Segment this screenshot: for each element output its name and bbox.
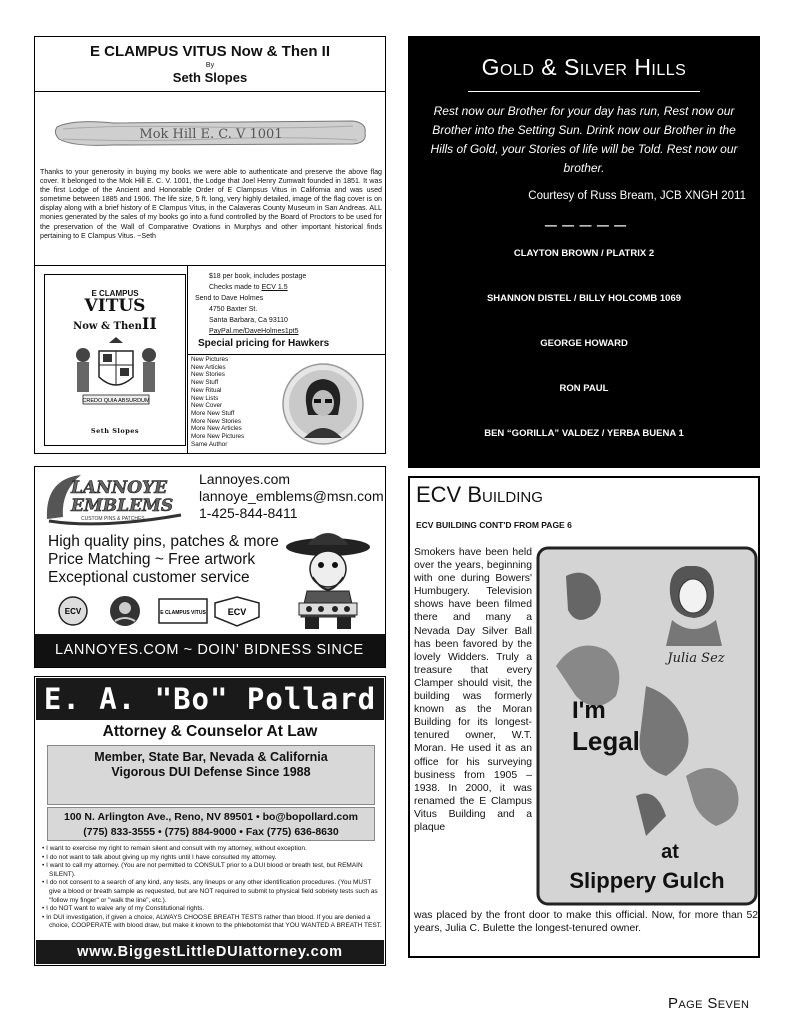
list-item: New Articles — [191, 363, 226, 371]
order-send-to: Send to Dave Holmes — [195, 295, 264, 302]
lannoye-phone: 1-425-844-8411 — [199, 505, 298, 521]
gold-silver-divider — [468, 91, 700, 92]
list-item: More New Stories — [191, 417, 242, 425]
book-cover-now-then — [45, 314, 185, 333]
pollard-contact — [47, 807, 375, 841]
pollard-address: 100 N. Arlington Ave., Reno, NV 89501 • bo@bopollard.com — [64, 811, 358, 823]
book-cover-eclampus: E CLAMPUS — [91, 289, 139, 298]
order-checks — [195, 282, 380, 293]
lannoye-pitch-line3: Exceptional customer service — [48, 569, 250, 586]
news-list — [191, 356, 244, 448]
sign-place-text: Slippery Gulch — [569, 868, 725, 893]
book-cover — [44, 274, 186, 446]
lannoye-pitch-line2: Price Matching ~ Free artwork — [48, 551, 256, 568]
list-item: CLAYTON BROWN / PLATRIX 2 — [513, 248, 655, 259]
lannoye-logo-line2: EMBLEMS — [71, 496, 174, 516]
book-ad-title: E CLAMPUS VITUS Now & Then II — [89, 43, 330, 60]
ecv-building-body: Smokers have been held over the years, beginning with one during Bowers' Humbugery. Television shows have been filmed there and many a Nevada Day Silver Ball has been favored by the lovely Widders. Truly a treasure that every Clamper should visit, the building was formerly known as the Moran Building for its longest-tenured owner, W.T. Moran. He used it as an office for his surveying business from 1905 – 1938. In 2000, it was renamed the E Clampus Vitus Building and a plaque — [414, 547, 532, 833]
list-item: New Stuff — [191, 379, 219, 387]
order-price: $18 per book, includes postage — [209, 273, 307, 280]
lannoye-contact — [199, 471, 384, 522]
order-checks-payee: ECV 1.5 — [261, 284, 288, 291]
list-item: New Ritual — [191, 386, 222, 394]
gold-silver-hills-panel — [408, 36, 760, 468]
list-item: New Pictures — [191, 356, 229, 363]
order-divider — [187, 354, 385, 355]
pollard-title: Attorney & Counselor At Law — [102, 723, 318, 740]
badge-2-text: E CLAMPUS VITUS — [160, 610, 206, 616]
list-item: • I do NOT want to waive any of my Constitutional rights. — [42, 905, 205, 913]
badge-3-text: ECV — [227, 607, 247, 617]
lannoye-badges — [55, 593, 275, 629]
gold-silver-courtesy: Courtesy of Russ Bream, JCB XNGH 2011 — [528, 190, 746, 202]
sign-legal-text: Legal — [572, 726, 640, 756]
book-ad-divider — [35, 265, 385, 266]
pollard-name: E. A. "Bo" Pollard — [36, 678, 384, 720]
order-city: Santa Barbara, Ca 93110 — [209, 317, 288, 324]
list-item: New Lists — [191, 394, 219, 402]
lannoye-emblems-ad — [34, 466, 386, 668]
book-ad — [34, 36, 386, 454]
gold-silver-dashes: — — — — — — [544, 218, 628, 232]
pollard-website-link[interactable]: www.BiggestLittleDUIattorney.com — [36, 940, 384, 964]
book-ad-by: By — [205, 62, 215, 69]
lannoye-logo-tag: CUSTOM PINS & PATCHES — [81, 516, 145, 522]
memorial-names — [408, 246, 760, 471]
list-item: BEN “GORILLA” VALDEZ / YERBA BUENA 1 — [484, 428, 684, 439]
pollard-member: Member, State Bar, Nevada & California — [94, 750, 328, 764]
list-item: Same Author — [191, 440, 228, 448]
pollard-credentials — [47, 745, 375, 805]
list-item: More New Stuff — [191, 409, 235, 417]
book-ad-rule — [35, 91, 385, 92]
lannoye-footer-text: LANNOYES.COM ~ DOIN' BIDNESS SINCE — [55, 642, 364, 658]
julia-sign-image — [536, 546, 758, 906]
pollard-dui: Vigorous DUI Defense Since 1988 — [111, 765, 311, 779]
book-cover-numeral: II — [141, 314, 157, 333]
page-number: Page Seven — [668, 995, 750, 1012]
list-item: • I want to call my attorney. (You are not permitted to CONSULT prior to a DUI blood or breath test, but REMAIN SILENT). — [42, 862, 363, 878]
list-item: • I want to exercise my right to remain silent and consult with my attorney, without exception. — [42, 845, 307, 852]
book-cover-author: Seth Slopes — [90, 427, 140, 435]
list-item: GEORGE HOWARD — [540, 338, 628, 349]
order-special-pricing: Special pricing for Hawkers — [198, 338, 330, 349]
ecv-crest-icon — [69, 337, 163, 409]
ecv-building-title: ECV Building — [416, 482, 543, 507]
lannoye-pitch — [48, 533, 279, 587]
book-cover-now-then-text: Now & Then — [73, 321, 142, 332]
lannoye-pitch-line1: High quality pins, patches & more — [48, 533, 279, 550]
list-item: • I do not want to talk about giving up my rights until I have consulted my attorney. — [42, 853, 277, 861]
list-item: • I do not consent to a search of any kind, any tests, any lineups or any other identification procedures. (You MUST give a blood or breath sample as requested, but are NOT required to submit to physical field sobriety tests such as "follow my finger" or "walk the line", etc.). — [42, 879, 378, 904]
list-item: • In DUI investigation, if given a choice, ALWAYS CHOOSE BREATH TESTS rather than blood. If you are denied a choice, COOPERATE with blood draw, but make it known to the phlebotomist that YOU WANTED A BREATH TEST. — [42, 913, 382, 930]
gold-silver-title: Gold & Silver Hills — [481, 54, 687, 80]
order-checks-label: Checks made to — [209, 284, 262, 291]
crest-motto: CREDO QUIA ABSURDUM — [82, 398, 150, 404]
order-street: 4750 Baxter St. — [209, 306, 258, 313]
book-ad-author: Seth Slopes — [172, 70, 248, 85]
flag-cover-text: Mok Hill E. C. V 1001 — [139, 127, 283, 142]
lannoye-email-link[interactable]: lannoye_emblems@msn.com — [199, 488, 384, 504]
list-item: RON PAUL — [559, 383, 609, 394]
pollard-rights-list — [42, 845, 382, 931]
author-photo — [282, 363, 364, 445]
order-paypal-link[interactable]: PayPal.me/DaveHolmes1pt5 — [209, 328, 299, 335]
sign-im-text: I'm — [572, 697, 606, 724]
flag-cover-image — [53, 117, 369, 149]
ecv-building-article — [408, 476, 760, 958]
pollard-attorney-ad — [34, 676, 386, 966]
list-item: SHANNON DISTEL / BILLY HOLCOMB 1069 — [486, 293, 682, 304]
order-info — [195, 271, 380, 349]
pollard-phones: (775) 833-3555 • (775) 884-9000 • Fax (775) 636-8630 — [83, 826, 339, 838]
lannoye-logo-line1: LANNOYE — [71, 478, 168, 498]
ecv-building-subtitle: ECV BUILDING CONT'D FROM PAGE 6 — [416, 520, 572, 530]
lannoye-logo — [41, 471, 189, 527]
gnome-mascot-icon — [273, 525, 383, 635]
lannoye-website-link[interactable]: Lannoyes.com — [199, 471, 291, 487]
list-item: More New Articles — [191, 425, 242, 433]
book-ad-vertical-divider — [187, 265, 188, 453]
gold-silver-poem: Rest now our Brother for your day has run, Rest now our Brother into the Setting Sun. Drink now our Brother in the Hills of Gold, your Stories of life will be Told. Rest now our brother. — [430, 104, 738, 175]
list-item: New Stories — [191, 371, 225, 379]
list-item: New Cover — [191, 402, 223, 410]
book-ad-body: Thanks to your generosity in buying my books we were able to authenticate and preserve the above flag cover. It belonged to the Mok Hill E. C. V. 1001, the Lodge that Joel Henry Zumwalt founded in 1851. It was the first Lodge of the Ancient and Honorable Order of E Clampsus Vitus in California and was used sometime between 1885 and 1906. The life size, 5 ft. long, very highly detailed, image of the flag cover is on display along with a brief history of E Clampus Vitus, in the Calaveras County Museum in San Andreas. ALL monies generated by the sales of my books go into a fund controlled by the Board of Proctors to be used for the preservation of the Wall of Comparative Ovations in Murphys and other important historical finds pertaining to E Clampus Vitus. ~Seth — [40, 168, 382, 240]
julia-sez-text: Julia Sez — [667, 651, 725, 666]
list-item: More New Pictures — [191, 433, 245, 441]
badge-1-text: ECV — [64, 607, 82, 616]
lannoye-footer — [35, 634, 385, 667]
ecv-building-body-end: was placed by the front door to make this official. Now, for more than 52 years, Julia C. Bulette the longest-tenured owner. — [414, 910, 758, 935]
book-cover-vitus: VITUS — [84, 296, 146, 316]
sign-at-text: at — [661, 841, 679, 863]
